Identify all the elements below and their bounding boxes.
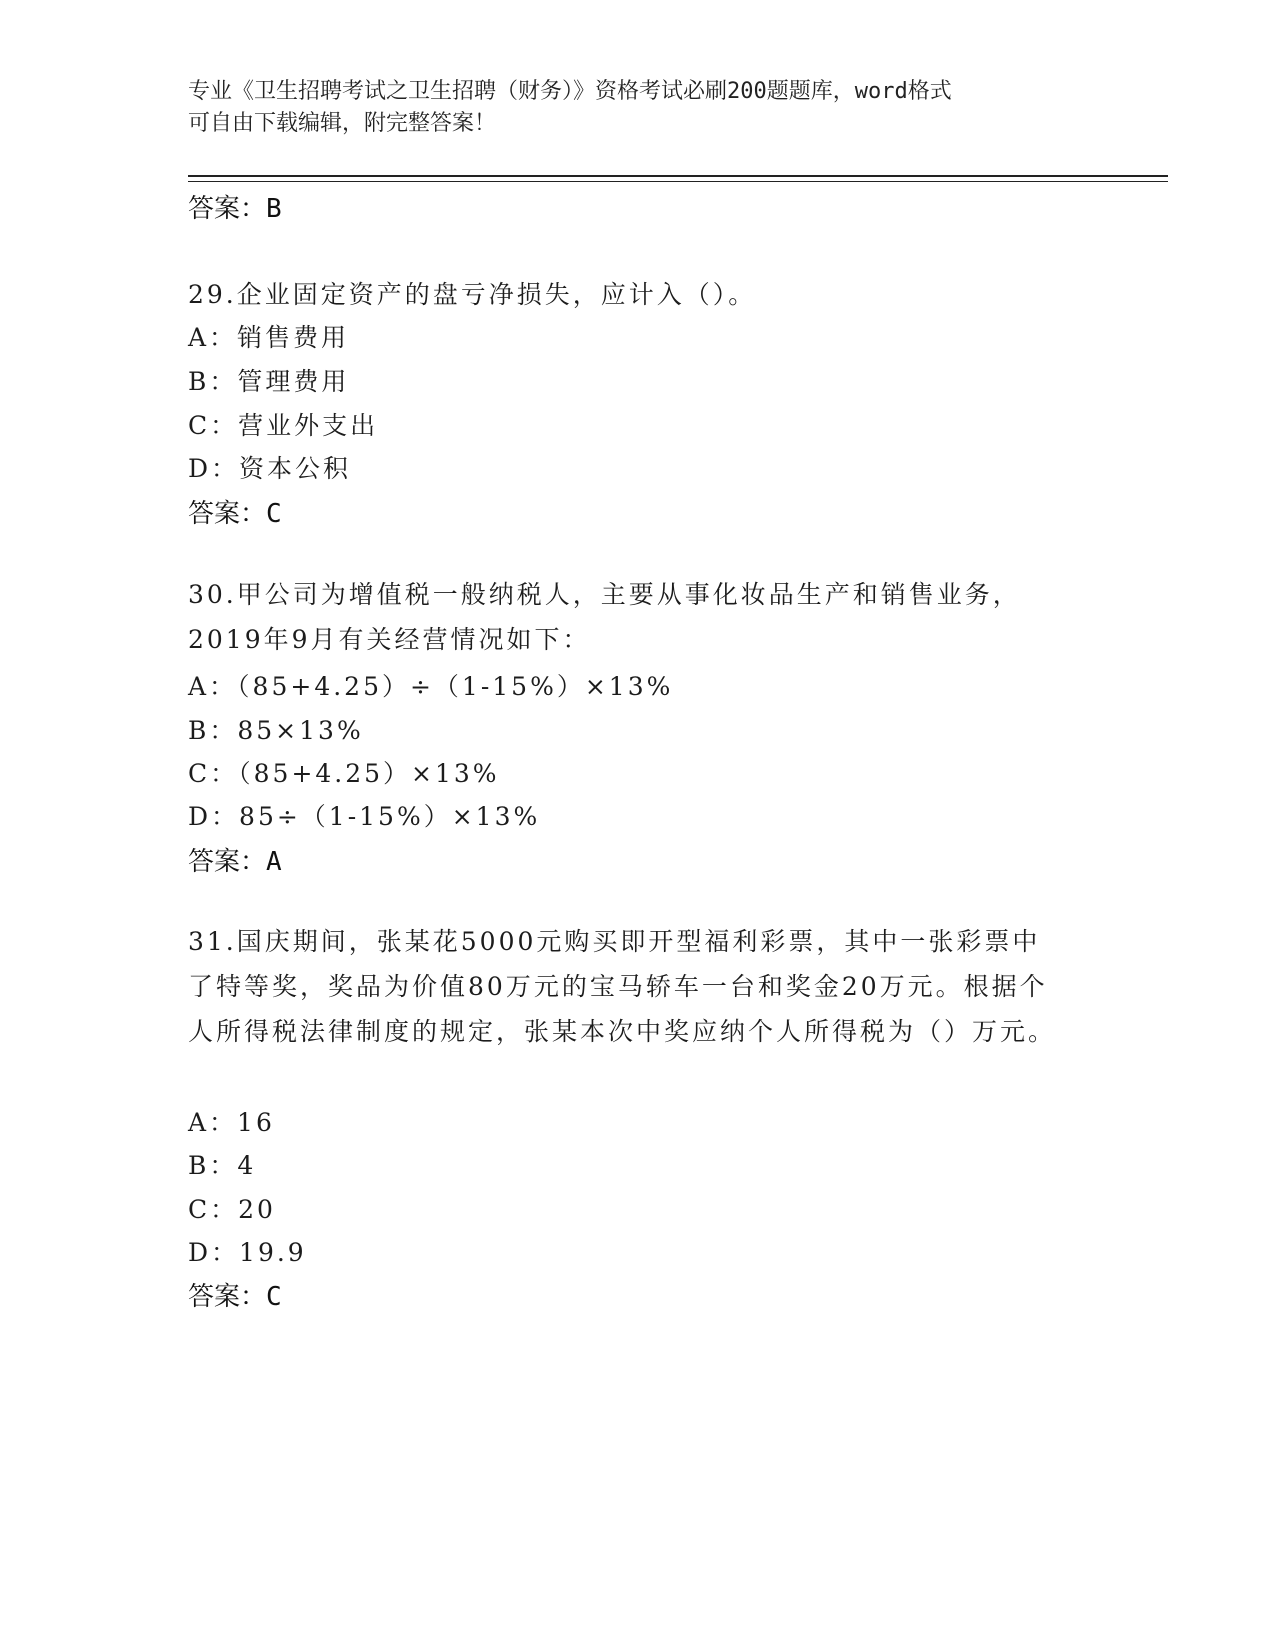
header-line-2: 可自由下载编辑，附完整答案！ (188, 111, 497, 136)
question-30-option-d: D：85÷（1-15%）×13% (188, 802, 541, 831)
question-30-option-a: A：（85+4.25）÷（1-15%）×13% (188, 672, 674, 701)
question-29-option-c: C：营业外支出 (188, 411, 379, 440)
question-29-option-b: B：管理费用 (188, 367, 350, 396)
header-divider-thin (188, 181, 1168, 182)
document-header (188, 76, 1088, 140)
header-divider-thick (188, 175, 1168, 177)
question-29-stem: 29.企业固定资产的盘亏净损失，应计入（）。 (188, 280, 757, 309)
answer-label-28: 答案：B (188, 194, 282, 224)
question-31-option-a: A：16 (188, 1108, 275, 1137)
question-30-option-c: C：（85+4.25）×13% (188, 759, 500, 788)
question-31-option-d: D：19.9 (188, 1238, 307, 1267)
question-30-stem: 30.甲公司为增值税一般纳税人，主要从事化妆品生产和销售业务，2019年9月有关经营情况如下： (188, 580, 1021, 654)
question-29-option-d: D：资本公积 (188, 454, 352, 483)
question-30-option-b: B：85×13% (188, 716, 364, 745)
question-29-option-a: A：销售费用 (188, 323, 350, 352)
answer-label-29: 答案：C (188, 499, 282, 529)
header-line-1: 专业《卫生招聘考试之卫生招聘（财务）》资格考试必刷200题题库，word格式 (188, 79, 952, 104)
question-31-option-b: B：4 (188, 1151, 257, 1180)
answer-label-30: 答案：A (188, 847, 282, 877)
question-31-stem: 31.国庆期间，张某花5000元购买即开型福利彩票，其中一张彩票中了特等奖，奖品为价值80万元的宝马轿车一台和奖金20万元。根据个人所得税法律制度的规定，张某本次中奖应纳个人所得税为（）万元。 (188, 927, 1057, 1046)
question-31-option-c: C：20 (188, 1195, 276, 1224)
answer-label-31: 答案：C (188, 1282, 282, 1312)
